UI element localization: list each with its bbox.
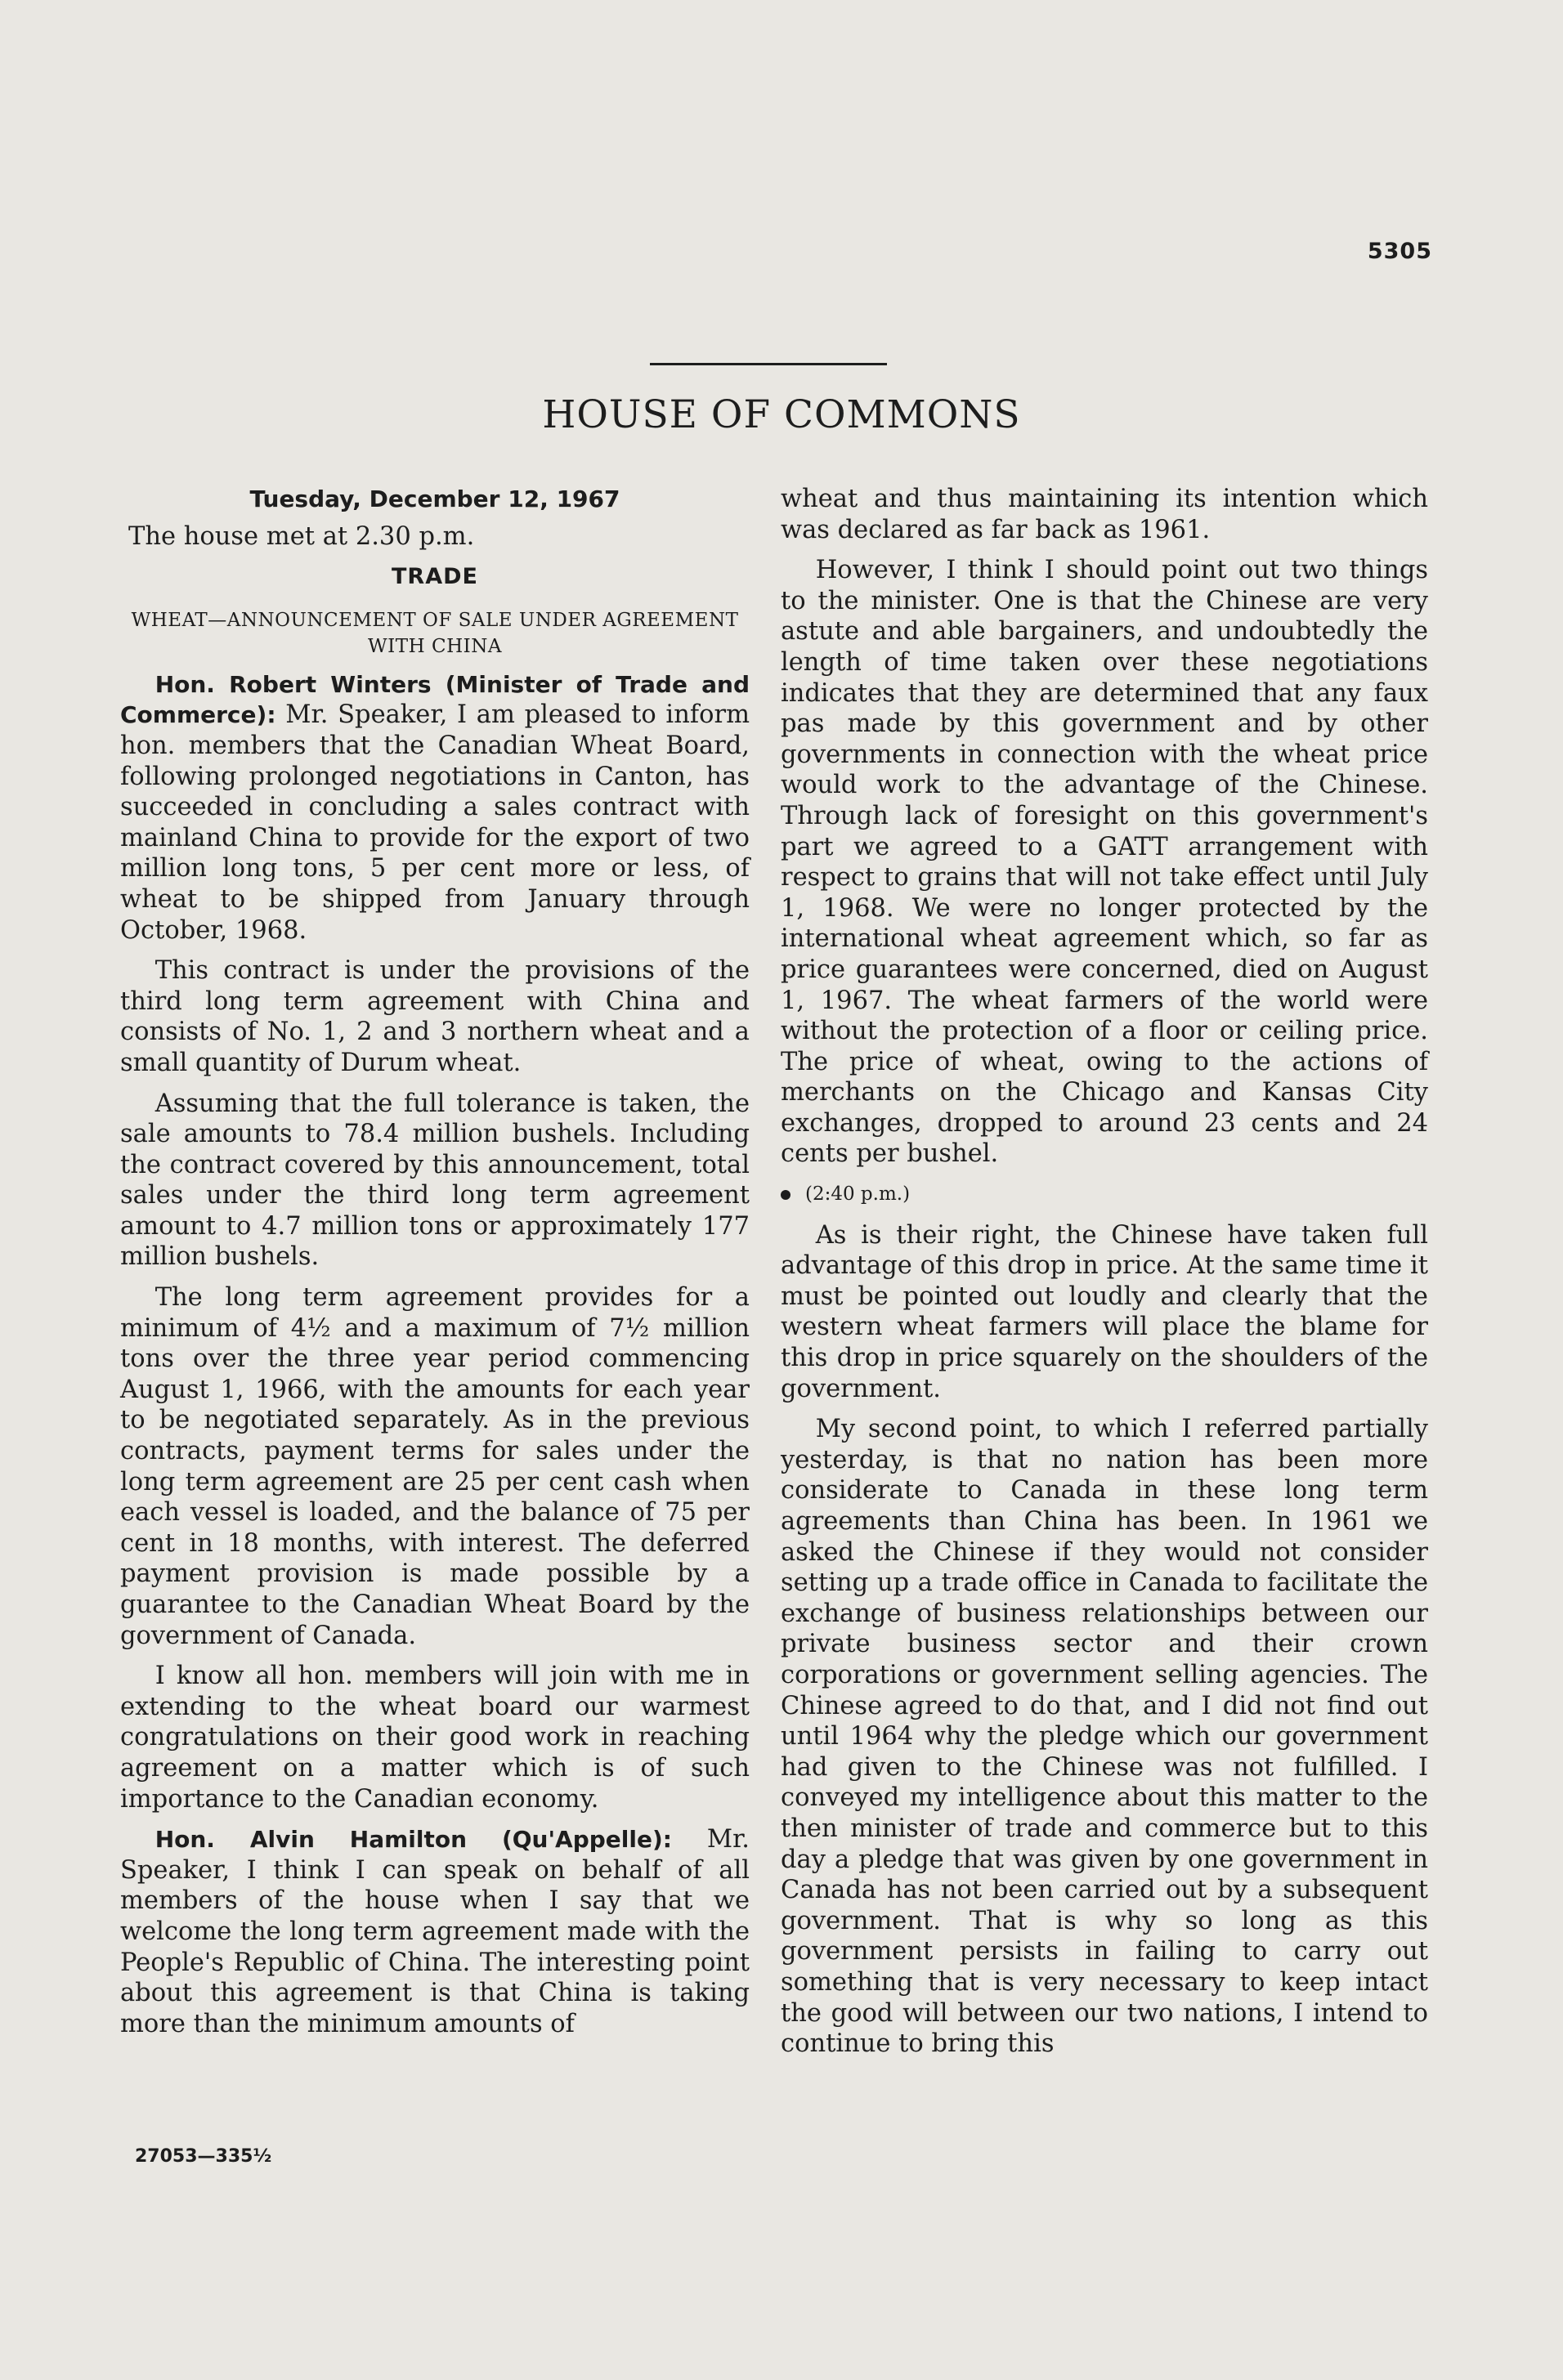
footer-code: 27053—335½ xyxy=(135,2146,272,2167)
time-stamp: (2:40 p.m.) xyxy=(805,1183,911,1206)
paragraph-text: Mr. Speaker, I think I can speak on behalf of all members of the house when I say that we welcome the long term agreement made with the People's Republic of China. The interesting point about this agreement is that China is taking more than the minimum amounts of xyxy=(120,1825,750,2038)
meeting-line: The house met at 2.30 p.m. xyxy=(128,521,475,551)
paragraph xyxy=(120,669,750,946)
section-heading: TRADE xyxy=(392,564,478,590)
time-marker xyxy=(781,1179,1428,1210)
left-column xyxy=(120,484,750,2049)
paragraph-text: Mr. Speaker, I am pleased to inform hon. members that the Canadian Wheat Board, following prolonged negotiations in Canton, has succeeded in concluding a sales contract with mainland China to provide for the export of two million long tons, 5 per cent more or less, of wheat to be shipped from January through October, 1968. xyxy=(120,700,750,945)
paragraph: However, I think I should point out two things to the minister. One is that the Chinese are very astute and able bargainers, and undoubtedly the length of time taken over these negotiations indicates that they are determined that any faux pas made by this government and by other governments in connection with the wheat price would work to the advantage of the Chinese. Through lack of foresight on this government's part we agreed to a GATT arrangement with respect to grains that will not take effect until July 1, 1968. We were no longer protected by the international wheat agreement which, so far as price guarantees were concerned, died on August 1, 1967. The wheat farmers of the world were without the protection of a floor or ceiling price. The price of wheat, owing to the actions of merchants on the Chicago and Kansas City exchanges, dropped to around 23 cents and 24 cents per bushel. xyxy=(781,556,1428,1169)
paragraph: The long term agreement provides for a minimum of 4½ and a maximum of 7½ million tons over the three year period commencing August 1, 1966, with the amounts for each year to be negotiated separately. As in the previous contracts, payment terms for sales under the long term agreement are 25 per cent cash when each vessel is loaded, and the balance of 75 per cent in 18 months, with interest. The deferred payment provision is made possible by a guarantee to the Canadian Wheat Board by the government of Canada. xyxy=(120,1283,750,1650)
paragraph: As is their right, the Chinese have taken full advantage of this drop in price. At the same time it must be pointed out loudly and clearly that the western wheat farmers will place the blame for this drop in price squarely on the shoulders of the government. xyxy=(781,1220,1428,1403)
speaker-name: Hon. Alvin Hamilton (Qu'Appelle): xyxy=(155,1826,672,1854)
bullet-icon xyxy=(781,1190,790,1200)
paragraph: Assuming that the full tolerance is taken, the sale amounts to 78.4 million bushels. Including the contract covered by this announcement, total sales under the third long term agreement amount to 4.7 million tons or approximately 177 million bushels. xyxy=(120,1089,750,1272)
right-column xyxy=(781,484,1428,2069)
page-number: 5305 xyxy=(1367,239,1432,264)
title-rule xyxy=(650,363,887,365)
paragraph: My second point, to which I referred partially yesterday, is that no nation has been more considerate to Canada in these long term agreements than China has been. In 1961 we asked the Chinese if they would not consider setting up a trade office in Canada to facilitate the exchange of business relationships between our private business sector and their crown corporations or government selling agencies. The Chinese agreed to do that, and I did not find out until 1964 why the pledge which our government had given to the Chinese was not fulfilled. I conveyed my intelligence about this matter to the then minister of trade and commerce but to this day a pledge that was given by one government in Canada has not been carried out by a subsequent government. That is why so long as this government persists in failing to carry out something that is very necessary to keep intact the good will between our two nations, I intend to continue to bring this xyxy=(781,1415,1428,2059)
paragraph: I know all hon. members will join with me in extending to the wheat board our warmest congratulations on their good work in reaching agreement on a matter which is of such importance to the Canadian economy. xyxy=(120,1662,750,1814)
date-heading: Tuesday, December 12, 1967 xyxy=(249,485,620,512)
page-title: HOUSE OF COMMONS xyxy=(542,392,1021,437)
paragraph: wheat and thus maintaining its intention which was declared as far back as 1961. xyxy=(781,485,1428,544)
paragraph: This contract is under the provisions of the third long term agreement with China and consists of No. 1, 2 and 3 northern wheat and a small quantity of Durum wheat. xyxy=(120,956,750,1077)
speaker-name: Hon. Robert Winters (Minister of Trade and Commerce): xyxy=(120,670,750,729)
paragraph xyxy=(120,1824,750,2039)
subsection-heading: WHEAT—ANNOUNCEMENT OF SALE UNDER AGREEMENT WITH CHINA xyxy=(131,609,739,657)
